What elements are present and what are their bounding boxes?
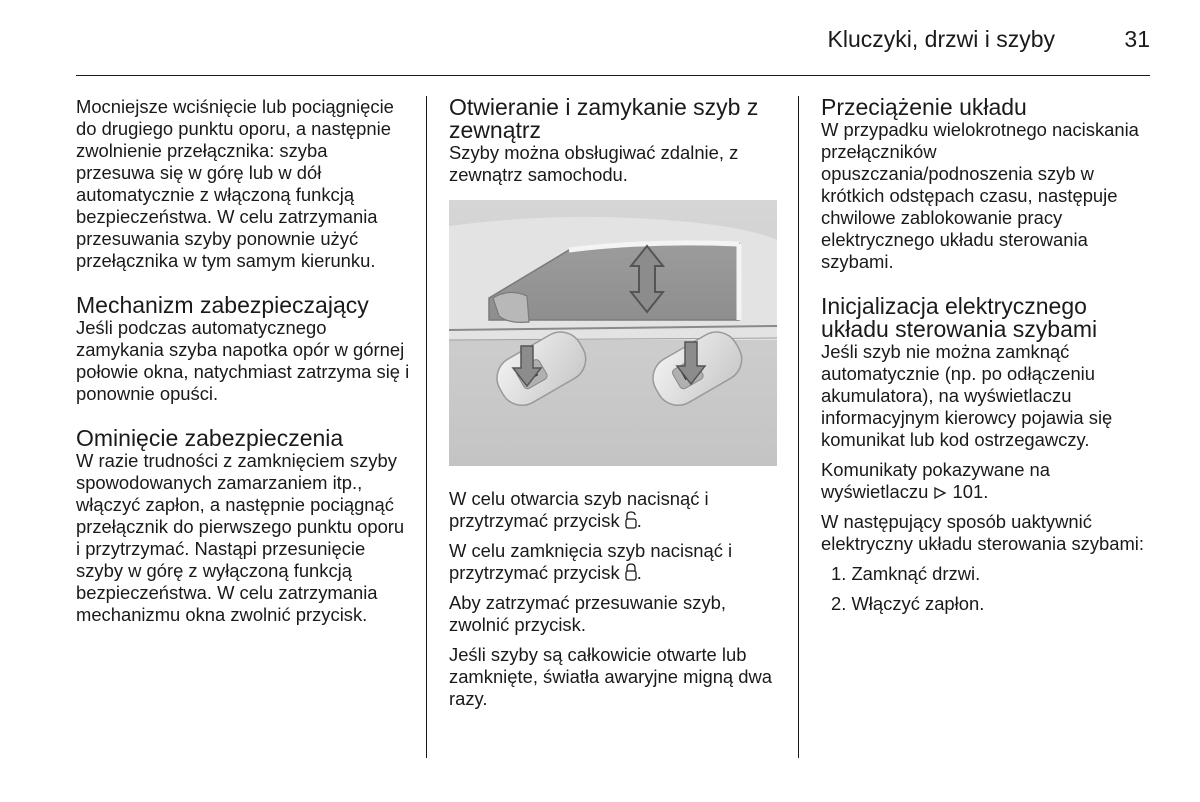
section-title: Kluczyki, drzwi i szyby (827, 26, 1055, 52)
paragraph-open-windows: W celu otwarcia szyb nacisnąć i przytrzymać przycisk . (449, 488, 709, 531)
remote-window-illustration (449, 200, 777, 466)
heading-remote-windows: Otwieranie i zamykanie szyb z zewnątrz (449, 94, 759, 143)
step-item: 1. Zamknąć drzwi. (831, 563, 981, 584)
heading-overload: Przeciążenie układu (821, 94, 1027, 120)
paragraph-hazard-lights: Jeśli szyby są całkowicie otwarte lub zamknięte, światła awaryjne migną dwa razy. (449, 644, 773, 709)
column-1 (76, 96, 411, 634)
paragraph-mechanism: Jeśli podczas automatycznego zamykania szyba napotka opór w górnej połowie okna, natychmiast zatrzyma się i ponownie opuści. (76, 317, 410, 404)
page-reference-link[interactable]: 101. (952, 481, 989, 502)
column-divider-2 (798, 96, 799, 758)
heading-mechanism: Mechanizm zabezpieczający (76, 292, 369, 318)
page-number: 31 (1124, 26, 1150, 52)
steps-list (821, 563, 1151, 615)
paragraph-close-windows: W celu zamknięcia szyb nacisnąć i przytrzymać przycisk . (449, 540, 733, 583)
header-rule (76, 75, 1150, 76)
intro-paragraph: Mocniejsze wciśnięcie lub pociągnięcie do drugiego punktu oporu, a następnie zwolnienie przełącznika: szyba przesuwa się w górę lub w dół automatycznie z włączoną funkcją bezpieczeństwa. W celu zatrzymania przesuwania szyby ponownie użyć przełącznika w tym samym kierunku. (76, 96, 394, 271)
heading-initialization: Inicjalizacja elektrycznego układu sterowania szybami (821, 293, 1098, 342)
paragraph-stop-windows: Aby zatrzymać przesuwanie szyb, zwolnić przycisk. (449, 592, 726, 635)
heading-bypass: Ominięcie zabezpieczenia (76, 425, 344, 451)
paragraph-overload: W przypadku wielokrotnego naciskania przełączników opuszczania/podnoszenia szyb w krótkich odstępach czasu, następuje chwilowe zablokowanie pracy elektrycznego układu sterowania szybami. (821, 119, 1139, 272)
step-item: 2. Włączyć zapłon. (831, 593, 985, 614)
page-reference-arrow-icon (933, 486, 947, 500)
column-3 (821, 96, 1151, 623)
column-divider-1 (426, 96, 427, 758)
unlock-icon (625, 511, 637, 529)
paragraph-bypass: W razie trudności z zamknięciem szyby spowodowanych zamarzaniem itp., włączyć zapłon, a następnie pociągnąć przełącznik do pierwszego punktu oporu i przytrzymać. Nastąpi przesunięcie szyby w górę z wyłączoną funkcją bezpieczeństwa. W celu zatrzymania mechanizmu okna zwolnić przycisk. (76, 450, 405, 625)
paragraph-initialization: Jeśli szyb nie można zamknąć automatycznie (np. po odłączeniu akumulatora), na wyświetlaczu informacyjnym kierowcy pojawia się komunikat lub kod ostrzegawczy. (821, 341, 1113, 450)
lock-icon (625, 563, 637, 581)
paragraph-messages: Komunikaty pokazywane na wyświetlaczu 101. (821, 459, 1050, 502)
column-2 (449, 96, 779, 718)
paragraph-remote-intro: Szyby można obsługiwać zdalnie, z zewnątrz samochodu. (449, 142, 739, 185)
paragraph-activate: W następujący sposób uaktywnić elektryczny układu sterowania szybami: (821, 511, 1144, 554)
